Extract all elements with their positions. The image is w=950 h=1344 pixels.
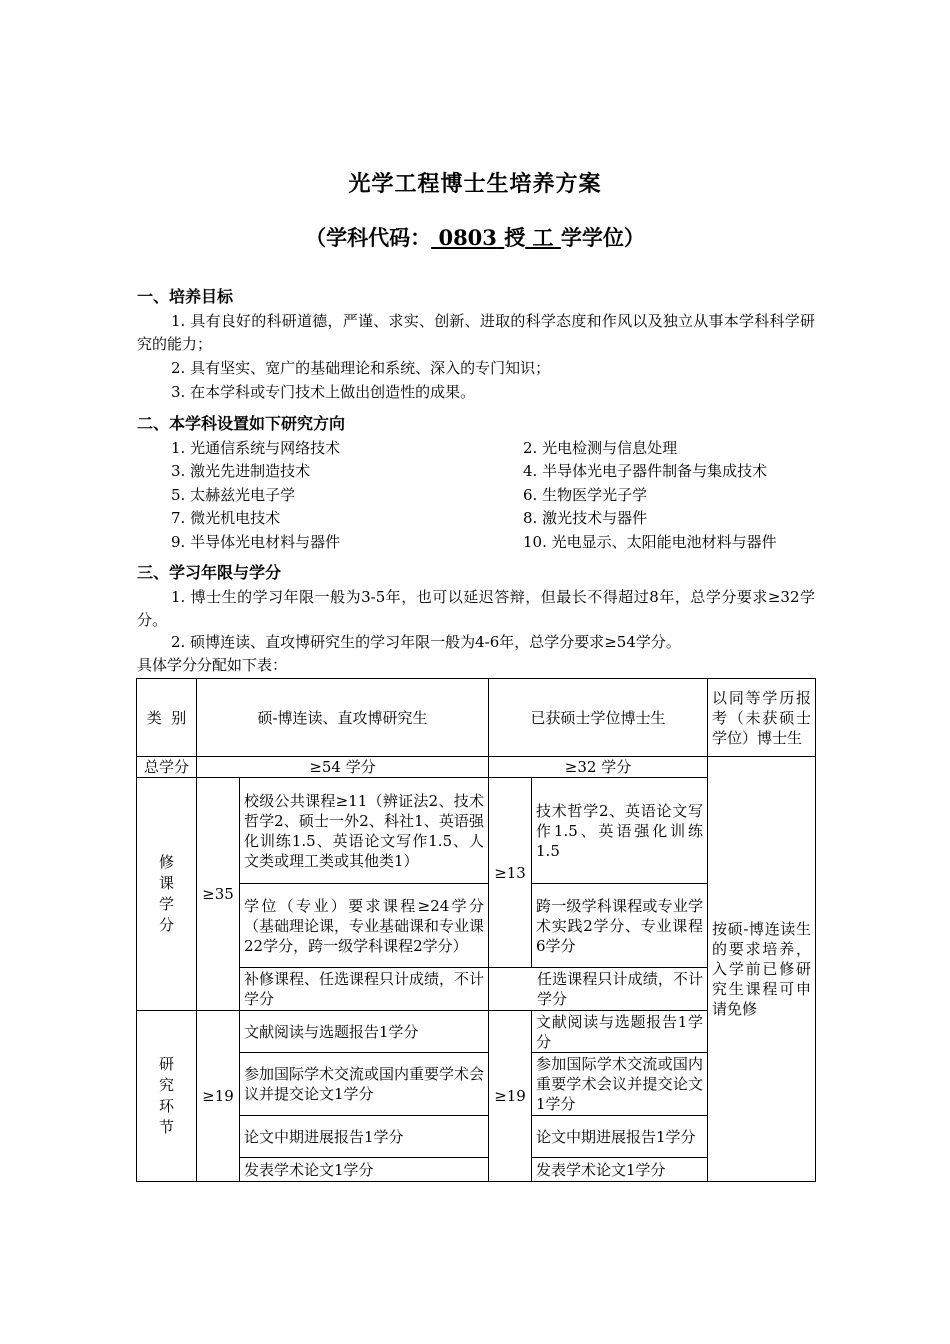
discipline-code: 0803 [438, 225, 497, 250]
direction-2: 2. 光电检测与信息处理 [523, 439, 678, 457]
header-equivalent: 以同等学历报考（未获硕士学位）博士生 [708, 679, 816, 757]
table-intro: 具体学分分配如下表： [137, 656, 288, 674]
credits-table [136, 678, 816, 1182]
duration-item-1: 1. 博士生的学习年限一般为3-5年，也可以延迟答辩，但最长不得超过8年，总学分要求≥32学分。 [137, 588, 815, 629]
research-label: 研究环节 [137, 1011, 197, 1182]
research-combined-row-4: 发表学术论文1学分 [240, 1158, 489, 1182]
research-combined-row-2: 参加国际学术交流或国内重要学术会议并提交论文1学分 [240, 1053, 489, 1116]
total-label: 总学分 [137, 757, 197, 778]
direction-1: 1. 光通信系统与网络技术 [171, 439, 341, 457]
section3-heading: 三、学习年限与学分 [137, 563, 282, 582]
research-combined-row-1: 文献阅读与选题报告1学分 [240, 1011, 489, 1053]
goal-item-1: 1. 具有良好的科研道德，严谨、求实、创新、进取的科学态度和作风以及独立从事本学科科学研究的能力； [137, 312, 815, 353]
coursework-combined-total: ≥35 [197, 778, 240, 1011]
direction-8: 8. 激光技术与器件 [523, 509, 648, 527]
header-combined: 硕-博连读、直攻博研究生 [197, 679, 489, 757]
page-title: 光学工程博士生培养方案 [348, 172, 602, 197]
header-category: 类 别 [137, 679, 197, 757]
direction-3: 3. 激光先进制造技术 [171, 462, 311, 480]
coursework-combined-row-3: 补修课程、任选课程只计成绩，不计学分 [240, 968, 489, 1011]
total-combined: ≥54 学分 [197, 757, 489, 778]
coursework-with-master-total: ≥13 [489, 778, 532, 968]
research-with-master-row-4: 发表学术论文1学分 [532, 1158, 708, 1182]
coursework-combined-row-2: 学位（专业）要求课程≥24学分（基础理论课，专业基础课和专业课22学分，跨一级学科课程2学分） [240, 884, 489, 968]
header-with-master: 已获硕士学位博士生 [489, 679, 708, 757]
duration-item-2: 2. 硕博连读、直攻博研究生的学习年限一般为4-6年，总学分要求≥54学分。 [171, 633, 681, 651]
research-with-master-row-1: 文献阅读与选题报告1学分 [532, 1011, 708, 1053]
direction-5: 5. 太赫兹光电子学 [171, 486, 296, 504]
coursework-with-master-row-3: 任选课程只计成绩，不计学分 [489, 968, 708, 1011]
subtitle-close: 学学位） [560, 225, 645, 250]
degree-type: 工 [532, 225, 554, 250]
section1-heading: 一、培养目标 [137, 287, 234, 306]
research-with-master-row-3: 论文中期进展报告1学分 [532, 1116, 708, 1158]
coursework-label: 修课学分 [137, 778, 197, 1011]
coursework-combined-row-1: 校级公共课程≥11（辨证法2、技术哲学2、硕士一外2、科社1、英语强化训练1.5、英语论文写作1.5、人文类或理工类或其他类1） [240, 778, 489, 884]
subtitle-open: （学科代码： [305, 225, 432, 250]
research-with-master-total: ≥19 [489, 1011, 532, 1182]
direction-4: 4. 半导体光电子器件制备与集成技术 [523, 462, 768, 480]
equivalent-note: 按硕-博连读生的要求培养，入学前已修研究生课程可申请免修 [708, 757, 816, 1182]
direction-7: 7. 微光机电技术 [171, 509, 281, 527]
subtitle-grant: 授 [504, 225, 526, 250]
goal-item-2: 2. 具有坚实、宽广的基础理论和系统、深入的专门知识； [171, 359, 551, 377]
goal-item-3: 3. 在本学科或专门技术上做出创造性的成果。 [171, 383, 476, 401]
direction-9: 9. 半导体光电材料与器件 [171, 533, 341, 551]
direction-6: 6. 生物医学光子学 [523, 486, 648, 504]
section2-heading: 二、本学科设置如下研究方向 [137, 414, 346, 433]
research-with-master-row-2: 参加国际学术交流或国内重要学术会议并提交论文1学分 [532, 1053, 708, 1116]
page-subtitle [0, 222, 950, 252]
research-combined-total: ≥19 [197, 1011, 240, 1182]
research-combined-row-3: 论文中期进展报告1学分 [240, 1116, 489, 1158]
coursework-with-master-row-1: 技术哲学2、英语论文写作1.5、英语强化训练1.5 [532, 778, 708, 884]
direction-10: 10. 光电显示、太阳能电池材料与器件 [523, 533, 777, 551]
total-with-master: ≥32 学分 [489, 757, 708, 778]
coursework-with-master-row-2: 跨一级学科课程或专业学术实践2学分、专业课程6学分 [532, 884, 708, 968]
